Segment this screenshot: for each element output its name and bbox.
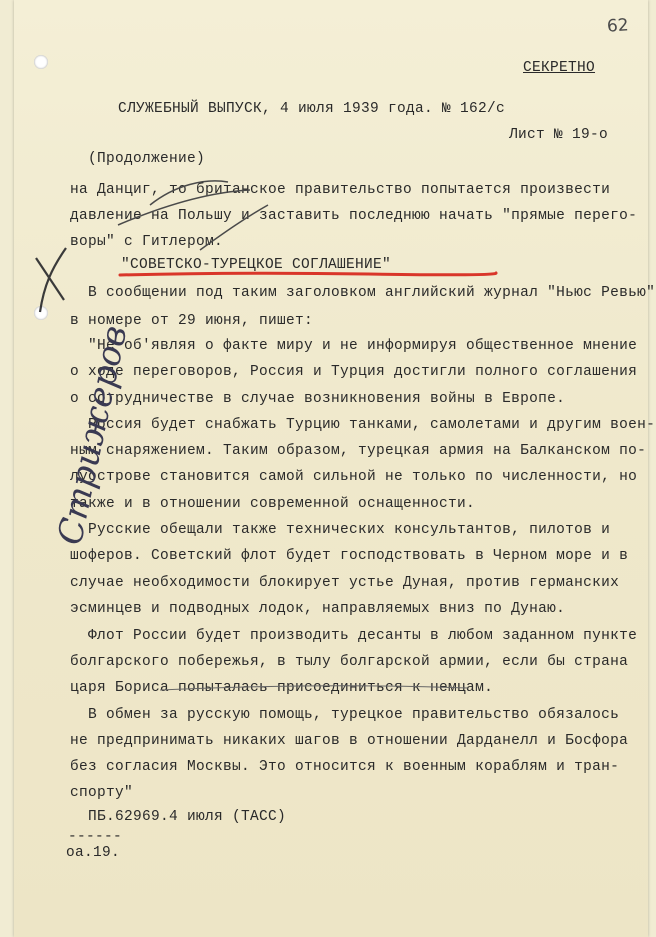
text-line: В сообщении под таким заголовком английский журнал "Ньюс Ревью" bbox=[88, 285, 656, 301]
text-line: (Продолжение) bbox=[88, 151, 206, 167]
text-line: луострове становится самой сильной не только по численности, но bbox=[70, 469, 638, 485]
document-header: СЛУЖЕБНЫЙ ВЫПУСК, 4 июля 1939 года. № 162/с bbox=[118, 101, 506, 117]
text-line: шоферов. Советский флот будет господствовать в Черном море и в bbox=[70, 548, 629, 564]
text-line: на Данциг, то британское правительство попытается произвести bbox=[70, 182, 611, 198]
section-title: "СОВЕТСКО-ТУРЕЦКОЕ СОГЛАШЕНИЕ" bbox=[121, 257, 392, 273]
text-line: случае необходимости блокирует устье Дуная, против германских bbox=[70, 575, 620, 591]
text-line: также и в отношении современной оснащенности. bbox=[70, 496, 476, 512]
text-line: не предпринимать никаких шагов в отношении Дарданелл и Босфора bbox=[70, 733, 629, 749]
classification-stamp: СЕКРЕТНО bbox=[523, 60, 596, 76]
page-number: 62 bbox=[606, 15, 630, 37]
text-line: эсминцев и подводных лодок, направляемых вниз по Дунаю. bbox=[70, 601, 566, 617]
text-line: давление на Польшу и заставить последнюю начать "прямые перего- bbox=[70, 208, 638, 224]
punch-hole bbox=[34, 55, 48, 69]
text-line: В обмен за русскую помощь, турецкое правительство обязалось bbox=[88, 707, 620, 723]
text-line: воры" с Гитлером. bbox=[70, 234, 224, 250]
text-line: о сотрудничестве в случае возникновения войны в Европе. bbox=[70, 391, 566, 407]
punch-hole bbox=[34, 306, 48, 320]
text-line: в номере от 29 июня, пишет: bbox=[70, 313, 314, 329]
text-line: болгарского побережья, в тылу болгарской армии, если бы страна bbox=[70, 654, 629, 670]
text-line: царя Бориса попыталась присоединиться к немцам. bbox=[70, 680, 494, 696]
handwritten-signature: Стрижеров bbox=[50, 322, 136, 549]
text-line: "Не об'являя о факте миру и не информируя общественное мнение bbox=[88, 338, 638, 354]
text-line: ------ bbox=[68, 829, 123, 845]
text-line: Русские обещали также технических консультантов, пилотов и bbox=[88, 522, 611, 538]
text-line: без согласия Москвы. Это относится к военным кораблям и тран- bbox=[70, 759, 620, 775]
text-line: оа.19. bbox=[66, 845, 121, 861]
text-line: о ходе переговоров, Россия и Турция достигли полного соглашения bbox=[70, 364, 638, 380]
text-line: ным снаряжением. Таким образом, турецкая армия на Балканском по- bbox=[70, 443, 647, 459]
text-line: ПБ.62969.4 июля (ТАСС) bbox=[88, 809, 287, 825]
text-line: Россия будет снабжать Турцию танками, самолетами и другим воен- bbox=[88, 417, 656, 433]
sheet-number: Лист № 19-о bbox=[509, 127, 609, 143]
red-underline bbox=[118, 271, 498, 277]
text-line: Флот России будет производить десанты в любом заданном пункте bbox=[88, 628, 638, 644]
text-line: спорту" bbox=[70, 785, 134, 801]
